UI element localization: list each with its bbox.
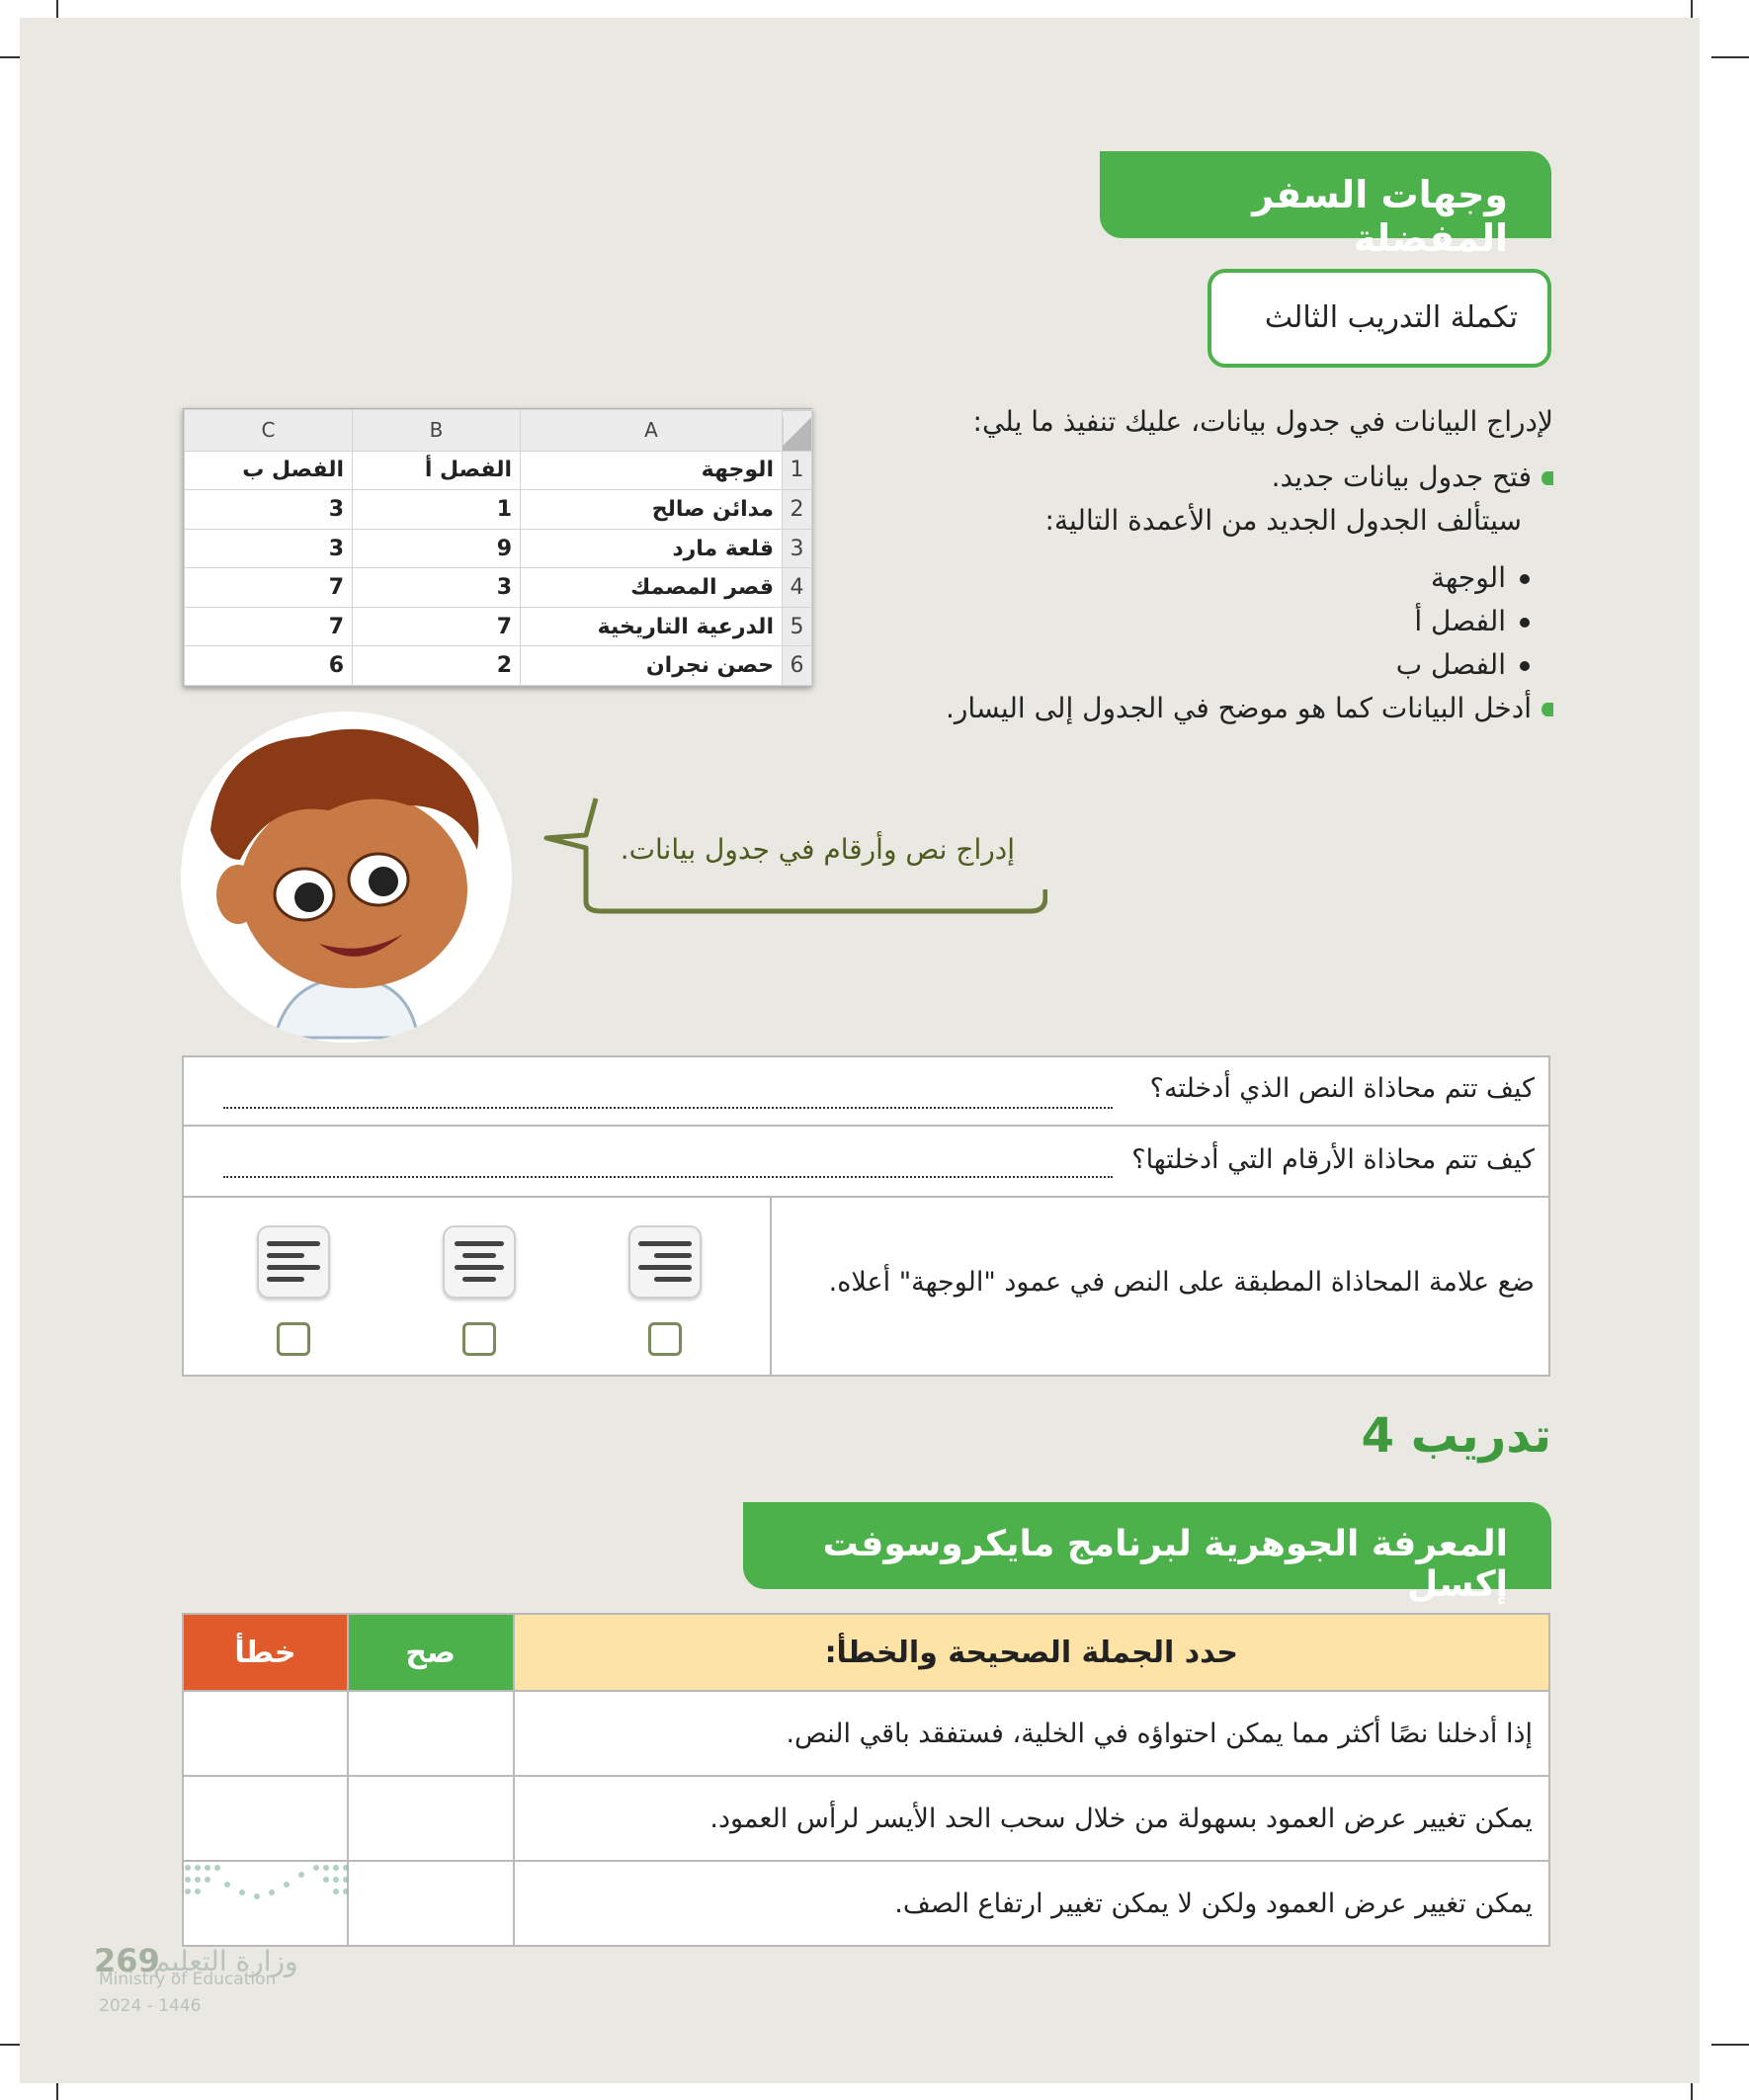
column-header-c: C bbox=[185, 410, 353, 452]
question-row-2 bbox=[184, 1127, 1548, 1198]
tf-row bbox=[183, 1861, 1549, 1946]
section-title-banner: وجهات السفر المفضلة bbox=[1100, 151, 1551, 238]
step-1-text: فتح جدول بيانات جديد. bbox=[1271, 461, 1532, 493]
tf-false-cell[interactable] bbox=[183, 1691, 348, 1776]
select-all-corner bbox=[783, 410, 812, 452]
tf-true-cell[interactable] bbox=[348, 1691, 514, 1776]
column-item-3 bbox=[1396, 648, 1530, 681]
sheet-row bbox=[185, 451, 812, 490]
question-row-3 bbox=[184, 1198, 1548, 1375]
align-center-icon[interactable] bbox=[443, 1225, 516, 1299]
align-right-checkbox[interactable] bbox=[648, 1322, 682, 1356]
cell: الوجهة bbox=[521, 451, 783, 490]
tf-row bbox=[183, 1776, 1549, 1861]
spreadsheet-image bbox=[183, 408, 812, 687]
tf-statement: يمكن تغيير عرض العمود ولكن لا يمكن تغيير ارتفاع الصف. bbox=[514, 1861, 1549, 1946]
question-2-text: كيف تتم محاذاة الأرقام التي أدخلتها؟ bbox=[1131, 1144, 1535, 1175]
cell: الفصل ب bbox=[185, 451, 353, 490]
tf-statement: يمكن تغيير عرض العمود بسهولة من خلال سحب الحد الأيسر لرأس العمود. bbox=[514, 1776, 1549, 1861]
crop-mark bbox=[1711, 2044, 1749, 2046]
cell: 3 bbox=[185, 490, 353, 530]
row-number: 2 bbox=[783, 490, 812, 530]
question-3-text: ضع علامة المحاذاة المطبقة على النص في عمود "الوجهة" أعلاه. bbox=[828, 1267, 1535, 1298]
tf-header-true: صح bbox=[348, 1614, 514, 1691]
question-3-cell-divider bbox=[770, 1198, 772, 1375]
intro-text: لإدراج البيانات في جدول بيانات، عليك تنفيذ ما يلي: bbox=[972, 405, 1553, 438]
tf-false-cell[interactable] bbox=[183, 1776, 348, 1861]
cell: 7 bbox=[185, 568, 353, 608]
sheet-row bbox=[185, 607, 812, 646]
tf-header-false: خطأ bbox=[183, 1614, 348, 1691]
tf-row bbox=[183, 1691, 1549, 1776]
cell: 2 bbox=[353, 646, 521, 686]
tf-header-statement: حدد الجملة الصحيحة والخطأ: bbox=[514, 1614, 1549, 1691]
bullet-dot-icon bbox=[1520, 661, 1530, 671]
sheet-row bbox=[185, 529, 812, 568]
column-header-b: B bbox=[353, 410, 521, 452]
sheet-row bbox=[185, 568, 812, 608]
align-right-icon[interactable] bbox=[628, 1225, 702, 1299]
crop-mark bbox=[1711, 56, 1749, 58]
exercise-banner: المعرفة الجوهرية لبرنامج مايكروسوفت إكسل bbox=[743, 1502, 1551, 1589]
column-header-row bbox=[185, 410, 812, 452]
step-1-detail: سيتألف الجدول الجديد من الأعمدة التالية: bbox=[1044, 504, 1522, 537]
tf-statement: إذا أدخلنا نصًا أكثر مما يمكن احتواؤه في الخلية، فستفقد باقي النص. bbox=[514, 1691, 1549, 1776]
cell: الدرعية التاريخية bbox=[521, 607, 783, 646]
questions-box bbox=[182, 1055, 1550, 1377]
ministry-name-ar: وزارة التعليم bbox=[153, 1945, 298, 1977]
column-item-label: الفصل أ bbox=[1414, 605, 1506, 637]
sheet-row bbox=[185, 490, 812, 530]
cell: حصن نجران bbox=[521, 646, 783, 686]
column-header-a: A bbox=[521, 410, 783, 452]
step-2-text: أدخل البيانات كما هو موضح في الجدول إلى اليسار. bbox=[946, 692, 1532, 724]
bullet-dot-icon bbox=[1520, 618, 1530, 628]
page-number: 269 bbox=[94, 1942, 160, 1979]
column-item-1 bbox=[1431, 561, 1530, 594]
boy-character-illustration bbox=[181, 712, 512, 1043]
row-number: 5 bbox=[783, 607, 812, 646]
boy-face-icon bbox=[181, 712, 512, 1043]
cell: 3 bbox=[185, 529, 353, 568]
bullet-icon bbox=[1541, 703, 1553, 716]
row-number: 4 bbox=[783, 568, 812, 608]
cell: مدائن صالح bbox=[521, 490, 783, 530]
question-row-1 bbox=[184, 1057, 1548, 1127]
question-1-text: كيف تتم محاذاة النص الذي أدخلته؟ bbox=[1149, 1073, 1535, 1104]
column-item-2 bbox=[1414, 605, 1530, 637]
answer-line-2[interactable] bbox=[223, 1176, 1113, 1178]
cell: 1 bbox=[353, 490, 521, 530]
tf-true-cell[interactable] bbox=[348, 1861, 514, 1946]
tf-true-cell[interactable] bbox=[348, 1776, 514, 1861]
row-number: 6 bbox=[783, 646, 812, 686]
cell: 6 bbox=[185, 646, 353, 686]
sheet-row bbox=[185, 646, 812, 686]
bullet-dot-icon bbox=[1520, 574, 1530, 584]
subtitle-box: تكملة التدريب الثالث bbox=[1208, 269, 1551, 368]
cell: 3 bbox=[353, 568, 521, 608]
tf-header-row bbox=[183, 1614, 1549, 1691]
bullet-icon bbox=[1541, 471, 1553, 485]
align-left-icon[interactable] bbox=[257, 1225, 330, 1299]
exercise-title: تدريب 4 bbox=[1361, 1408, 1551, 1464]
true-false-table bbox=[182, 1613, 1550, 1947]
cell: 9 bbox=[353, 529, 521, 568]
edition-year: 2024 - 1446 bbox=[99, 1996, 202, 2016]
cell: 7 bbox=[185, 607, 353, 646]
ministry-logo-icon bbox=[183, 1863, 351, 1912]
ministry-name-en: Ministry of Education bbox=[99, 1970, 277, 1989]
column-item-label: الوجهة bbox=[1430, 561, 1506, 594]
step-1 bbox=[1272, 461, 1553, 493]
cell: الفصل أ bbox=[353, 451, 521, 490]
align-center-checkbox[interactable] bbox=[462, 1322, 496, 1356]
speech-text: إدراج نص وأرقام في جدول بيانات. bbox=[620, 833, 1015, 866]
cell: 7 bbox=[353, 607, 521, 646]
row-number: 3 bbox=[783, 529, 812, 568]
step-2 bbox=[946, 692, 1553, 724]
row-number: 1 bbox=[783, 451, 812, 490]
column-item-label: الفصل ب bbox=[1395, 648, 1506, 681]
cell: قلعة مارد bbox=[521, 529, 783, 568]
answer-line-1[interactable] bbox=[223, 1107, 1113, 1109]
cell: قصر المصمك bbox=[521, 568, 783, 608]
align-left-checkbox[interactable] bbox=[277, 1322, 310, 1356]
